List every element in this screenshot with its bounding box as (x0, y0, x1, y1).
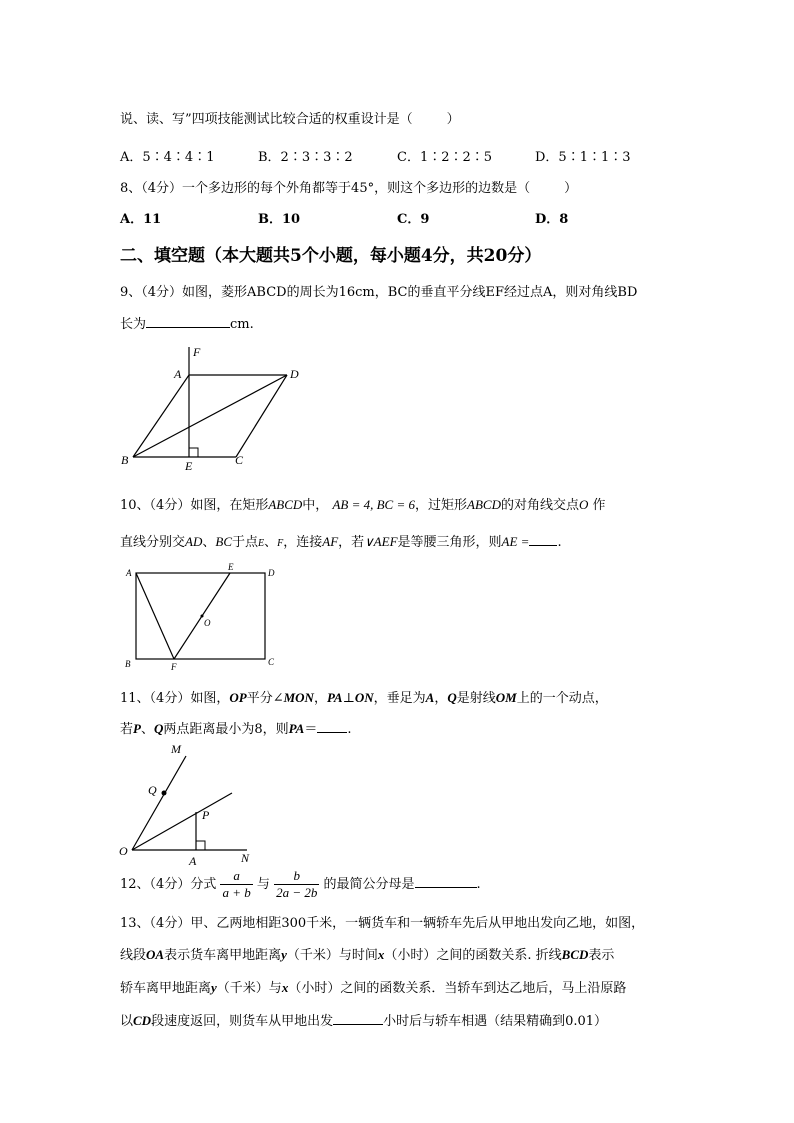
q10-text: ，过矩形 (415, 498, 468, 513)
q10-math: AE = (501, 534, 530, 549)
q9-label-b: B (121, 453, 129, 467)
q9-answer-blank[interactable] (146, 315, 230, 328)
q7-stem (120, 108, 460, 127)
q9-right-angle-mark (189, 448, 198, 457)
q11-math: A (425, 690, 435, 705)
q7-option-a: A．5∶4∶4∶1 (120, 150, 215, 165)
q11-math: Q (153, 721, 164, 736)
q13-text: （小时）之间的函数关系．当轿车到达乙地后，马上沿原路 (288, 981, 627, 996)
q10-segment-af (136, 573, 174, 659)
q9-label-d: D (290, 367, 299, 381)
q10-text: 中， (302, 498, 329, 513)
q9-line2 (120, 313, 254, 332)
q9-diagonal-bd (133, 375, 287, 457)
q10-line1 (120, 494, 606, 513)
q9-line2-post: cm. (230, 317, 254, 332)
q13-answer-blank[interactable] (333, 1012, 383, 1025)
q10-math: BC (215, 534, 232, 549)
q9-line1-text: 如图，菱形ABCD的周长为16cm，BC的垂直平分线EF经过点A，则对角线BD (182, 285, 638, 300)
q12-number: 12、（4分） (120, 877, 191, 892)
q10-label-d: D (268, 568, 275, 578)
q7-option-b: B．2∶3∶3∶2 (258, 150, 353, 165)
q8-stem-end: ） (564, 181, 578, 196)
q10-math: AB = 4, BC = 6 (332, 497, 415, 512)
q10-text: 的对角线交点 (500, 498, 579, 513)
q13-math: y (281, 947, 287, 962)
q7-option-d: D．5∶1∶1∶3 (535, 150, 631, 165)
q11-math: P (133, 721, 141, 736)
q13-math: BCD (561, 947, 589, 962)
q9-number: 9、（4分） (120, 285, 183, 300)
q13-line3 (120, 977, 626, 996)
q10-math: E (258, 538, 265, 549)
q13-number: 13、（4分） (120, 916, 191, 931)
q10-text: 是等腰三角形，则 (397, 535, 502, 550)
q11-label-q: Q (148, 783, 157, 797)
q12-text: . (476, 877, 481, 892)
q12-frac2-den: 2a − 2b (276, 885, 318, 900)
q10-text: 如图，在矩形 (190, 498, 269, 513)
q11-right-angle-mark (196, 841, 205, 850)
q9-side-ab (133, 375, 189, 457)
q11-math: ON (354, 690, 374, 705)
q10-label-b: B (125, 659, 131, 669)
q10-math: ABCD (467, 497, 501, 512)
section-heading: 二、填空题（本大题共5个小题，每小题4分，共20分） (120, 246, 542, 266)
q13-line1 (120, 912, 644, 931)
q10-text: . (557, 535, 562, 550)
q8-option-d: D．8 (535, 212, 569, 227)
q11-label-p: P (202, 808, 210, 822)
q10-label-f: F (171, 662, 177, 672)
q12-frac2-num: b (274, 868, 319, 885)
q10-line2 (120, 531, 562, 550)
q9-line1 (120, 281, 637, 300)
q11-label-a: A (189, 854, 197, 868)
q10-text: ，连接 (283, 535, 323, 550)
q11-text: . (347, 722, 352, 737)
q10-math: ABCD (268, 497, 303, 512)
q13-math: x (377, 947, 385, 962)
q11-text: 是射线 (456, 691, 496, 706)
q7-stem-text: 说、读、写”四项技能测试比较合适的权重设计是（ (120, 112, 413, 127)
q10-text: 、 (202, 535, 216, 550)
q12-answer-blank[interactable] (415, 875, 477, 888)
q10-math: AF (322, 534, 339, 549)
q13-text: （千米）与 (216, 981, 282, 996)
q10-text: 、 (264, 535, 278, 550)
q11-text: 若 (120, 722, 134, 737)
q9-label-c: C (235, 453, 244, 467)
q11-label-m: M (171, 742, 181, 756)
q11-text: 如图， (190, 691, 230, 706)
q11-point-q (162, 791, 167, 796)
q13-text: （小时）之间的函数关系. 折线 (384, 948, 562, 963)
q10-label-o: O (204, 618, 211, 628)
q10-label-a: A (126, 568, 132, 578)
q12-frac1-den: a + b (222, 885, 251, 900)
q11-angle-figure (115, 738, 270, 868)
q11-line2 (120, 718, 351, 737)
q10-label-c: C (268, 657, 275, 667)
q11-math: MON (283, 690, 314, 705)
q8-option-a: A．11 (120, 212, 162, 227)
q11-answer-blank[interactable] (317, 720, 347, 733)
q10-text: 作 (592, 498, 606, 513)
q11-math: Q (447, 690, 457, 705)
q10-answer-blank[interactable] (529, 533, 557, 546)
q13-text: 小时后与轿车相遇（结果精确到0.01） (383, 1014, 608, 1029)
q11-ray-op (132, 793, 232, 850)
q12-frac1-num: a (220, 868, 252, 885)
q12-line (120, 868, 481, 901)
q9-line2-pre: 长为 (120, 317, 147, 332)
q12-fraction-2 (274, 868, 319, 901)
q13-math: OA (146, 947, 165, 962)
q11-number: 11、（4分） (120, 691, 191, 706)
q11-text: 两点距离最小为8，则 (163, 722, 289, 737)
q12-text: 与 (256, 877, 270, 892)
q13-math: x (281, 980, 289, 995)
q10-text: 于点 (232, 535, 259, 550)
q11-math: PA (288, 721, 305, 736)
q11-math: OM (495, 690, 517, 705)
q13-text: 线段 (120, 948, 147, 963)
q13-text: 轿车离甲地距离 (120, 981, 212, 996)
q9-rhombus-figure (115, 340, 315, 475)
q10-math: AD (185, 534, 203, 549)
q11-text: ， (313, 691, 327, 706)
q11-label-n: N (241, 851, 250, 865)
q13-text: 甲、乙两地相距300千米，一辆货车和一辆轿车先后从甲地出发向乙地，如图， (190, 916, 645, 931)
q8-number: 8、（4分） (120, 181, 183, 196)
q10-label-e: E (228, 562, 234, 572)
q13-text: （千米）与时间 (286, 948, 378, 963)
q9-label-e: E (185, 459, 193, 473)
q10-text: 直线分别交 (120, 535, 186, 550)
q11-label-o: O (119, 844, 128, 858)
q13-text: 表示货车离甲地距离 (164, 948, 282, 963)
q11-text: ⊥ (342, 691, 355, 706)
q10-text: ，若 (338, 535, 365, 550)
q13-math: CD (133, 1013, 152, 1028)
q9-label-f: F (193, 345, 201, 359)
q10-math: ∨AEF (364, 534, 398, 549)
q13-math: y (211, 980, 217, 995)
q11-math: PA (326, 690, 343, 705)
q11-text: 平分∠ (246, 691, 284, 706)
q7-option-c: C．1∶2∶2∶5 (397, 150, 493, 165)
q13-text: 段速度返回，则货车从甲地出发 (151, 1014, 334, 1029)
q11-text: ＝ (304, 722, 318, 737)
q11-math: OP (229, 690, 247, 705)
q11-text: ，垂足为 (373, 691, 426, 706)
q8-option-b: B．10 (258, 212, 301, 227)
q9-side-dc (236, 375, 287, 457)
q12-text: 的最简公分母是 (323, 877, 415, 892)
q8-stem-text: 一个多边形的每个外角都等于45°，则这个多边形的边数是（ (182, 181, 531, 196)
q8-stem (120, 177, 577, 196)
q11-ray-om (132, 756, 186, 850)
q11-line1 (120, 687, 608, 706)
q11-text: 、 (140, 722, 154, 737)
q10-math: F (277, 538, 284, 549)
q13-text: 以 (120, 1014, 134, 1029)
q13-line2 (120, 944, 614, 963)
q13-line4 (120, 1010, 607, 1029)
q11-text: ， (434, 691, 448, 706)
q10-number: 10、（4分） (120, 498, 191, 513)
q11-text: 上的一个动点， (516, 691, 608, 706)
q7-stem-end: ） (446, 112, 460, 127)
q13-text: 表示 (588, 948, 615, 963)
q12-fraction-1 (220, 868, 252, 901)
q12-text: 分式 (190, 877, 217, 892)
q10-rectangle-figure (120, 560, 285, 672)
q8-option-c: C．9 (397, 212, 430, 227)
q10-math: O (578, 497, 589, 512)
q9-label-a: A (174, 367, 182, 381)
